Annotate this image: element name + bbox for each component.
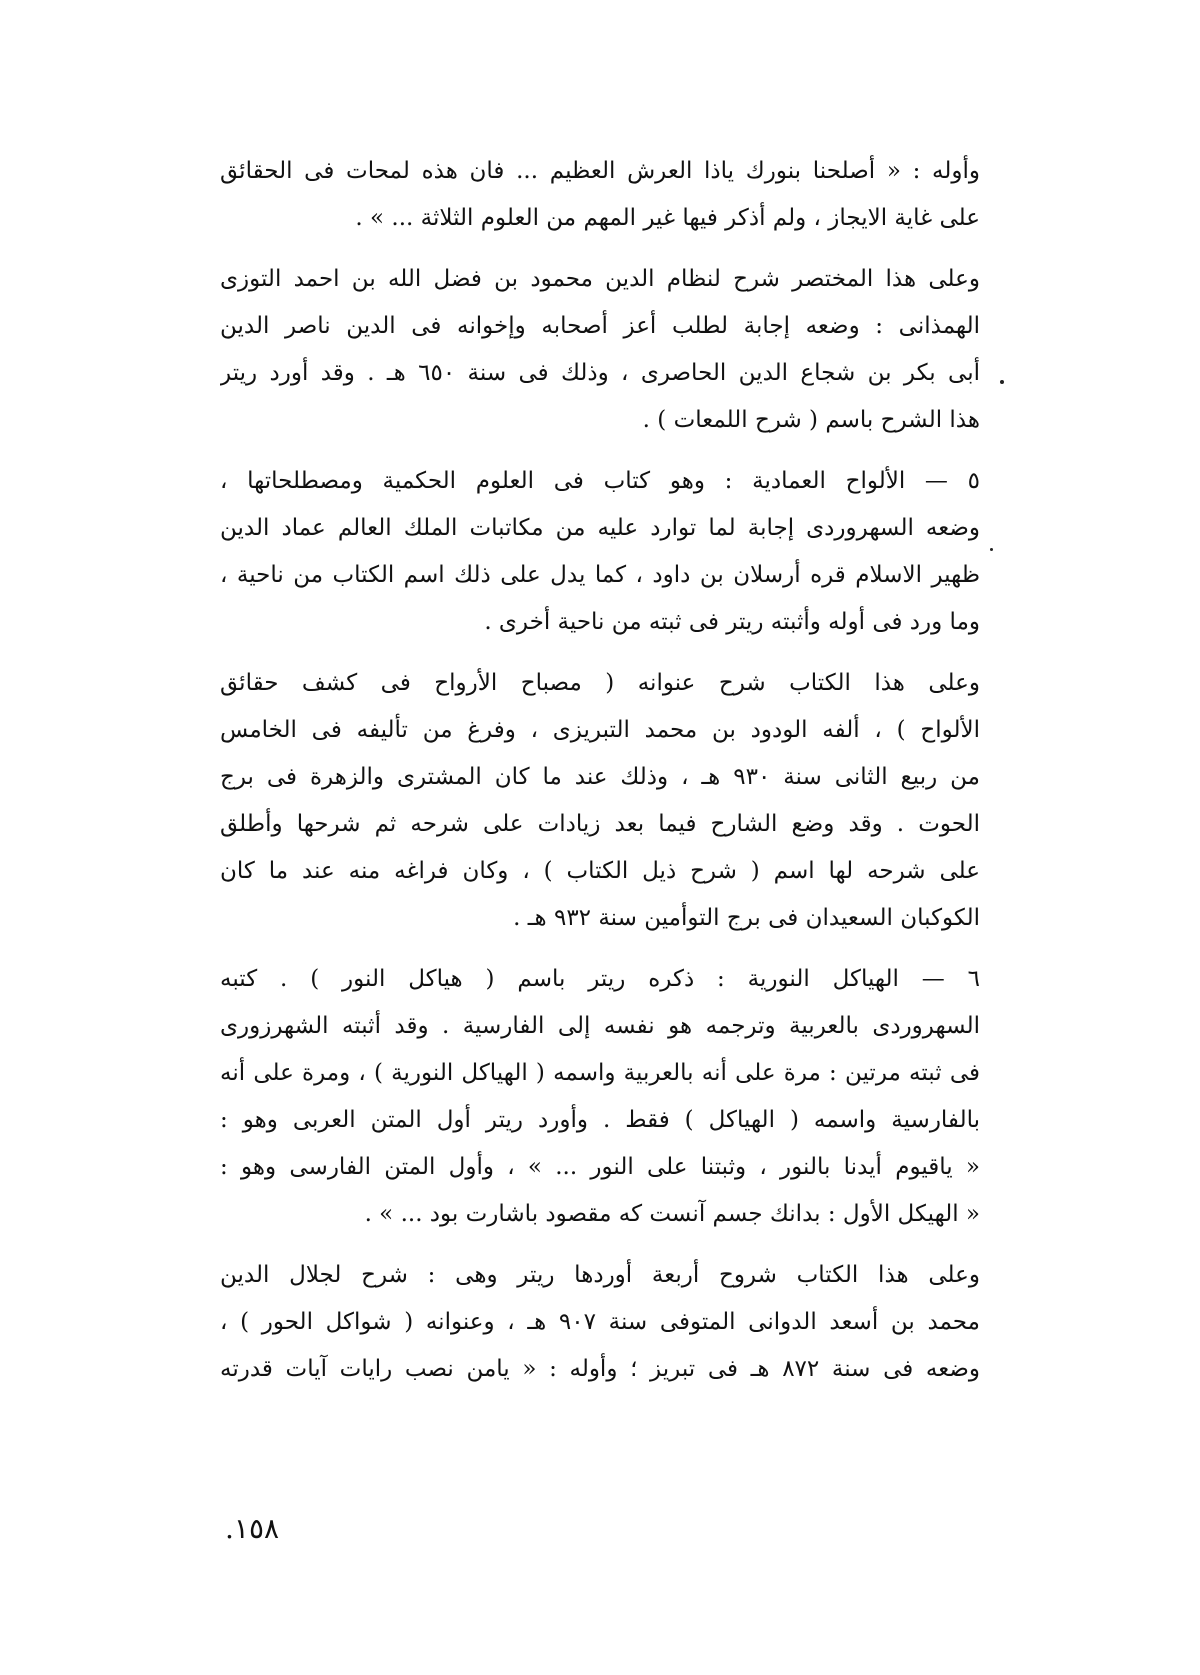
body-text: [220, 148, 980, 1407]
paragraph-4: [220, 660, 980, 942]
text-line: الألواح ) ، ألفه الودود بن محمد التبريزى ، وفرغ من تأليفه فى الخامس: [220, 717, 980, 743]
text-line: الكوكبان السعيدان فى برج التوأمين سنة ٩٣٢ هـ .: [513, 905, 980, 931]
text-line: ٥ — الألواح العمادية : وهو كتاب فى العلوم الحكمية ومصطلحاتها ،: [220, 468, 980, 494]
text-line: بالفارسية واسمه ( الهياكل ) فقط . وأورد ريتر أول المتن العربى وهو :: [220, 1107, 980, 1133]
text-line: على غاية الايجاز ، ولم أذكر فيها غير المهم من العلوم الثلاثة ... » .: [355, 205, 980, 231]
text-line: وضعه فى سنة ٨٧٢ هـ فى تبريز ؛ وأوله : « يامن نصب رايات آيات قدرته: [220, 1356, 980, 1382]
text-line: وما ورد فى أوله وأثبته ريتر فى ثبته من ناحية أخرى .: [484, 609, 980, 635]
text-line: ٦ — الهياكل النورية : ذكره ريتر باسم ( هياكل النور ) . كتبه: [220, 966, 980, 992]
text-line: وعلى هذا الكتاب شروح أربعة أوردها ريتر وهى : شرح لجلال الدين: [220, 1262, 980, 1288]
text-line: هذا الشرح باسم ( شرح اللمعات ) .: [642, 407, 980, 433]
text-line: فى ثبته مرتين : مرة على أنه بالعربية واسمه ( الهياكل النورية ) ، ومرة على أنه: [220, 1060, 980, 1086]
text-line: وعلى هذا المختصر شرح لنظام الدين محمود بن فضل الله بن احمد التوزى: [220, 266, 980, 292]
scan-speck: [990, 548, 993, 551]
text-line: « الهيكل الأول : بدانك جسم آنست كه مقصود باشارت بود ... » .: [364, 1201, 980, 1227]
text-line: « ياقيوم أيدنا بالنور ، وثبتنا على النور ... » ، وأول المتن الفارسى وهو :: [220, 1154, 980, 1180]
text-line: السهروردى بالعربية وترجمه هو نفسه إلى الفارسية . وقد أثبته الشهرزورى: [220, 1013, 980, 1039]
paragraph-6: [220, 1252, 980, 1393]
page-number: ١٥٨.: [225, 1512, 280, 1545]
paragraph-3: [220, 458, 980, 646]
text-line: على شرحه لها اسم ( شرح ذيل الكتاب ) ، وكان فراغه منه عند ما كان: [220, 858, 980, 884]
text-line: الحوت . وقد وضع الشارح فيما بعد زيادات على شرحه ثم شرحها وأطلق: [220, 811, 980, 837]
paragraph-2: [220, 256, 980, 444]
text-line: وأوله : « أصلحنا بنورك ياذا العرش العظيم ... فان هذه لمحات فى الحقائق: [220, 158, 980, 184]
text-line: وضعه السهروردى إجابة لما توارد عليه من مكاتبات الملك العالم عماد الدين: [220, 515, 980, 541]
scan-speck: [1000, 380, 1004, 384]
text-line: أبى بكر بن شجاع الدين الحاصرى ، وذلك فى سنة ٦٥٠ هـ . وقد أورد ريتر: [220, 360, 980, 386]
text-line: الهمذانى : وضعه إجابة لطلب أعز أصحابه وإخوانه فى الدين ناصر الدين: [220, 313, 980, 339]
paragraph-1: [220, 148, 980, 242]
text-line: محمد بن أسعد الدوانى المتوفى سنة ٩٠٧ هـ ، وعنوانه ( شواكل الحور ) ،: [220, 1309, 980, 1335]
text-line: وعلى هذا الكتاب شرح عنوانه ( مصباح الأرواح فى كشف حقائق: [220, 670, 980, 696]
text-line: ظهير الاسلام قره أرسلان بن داود ، كما يدل على ذلك اسم الكتاب من ناحية ،: [220, 562, 980, 588]
paragraph-5: [220, 956, 980, 1238]
text-line: من ربيع الثانى سنة ٩٣٠ هـ ، وذلك عند ما كان المشترى والزهرة فى برج: [220, 764, 980, 790]
